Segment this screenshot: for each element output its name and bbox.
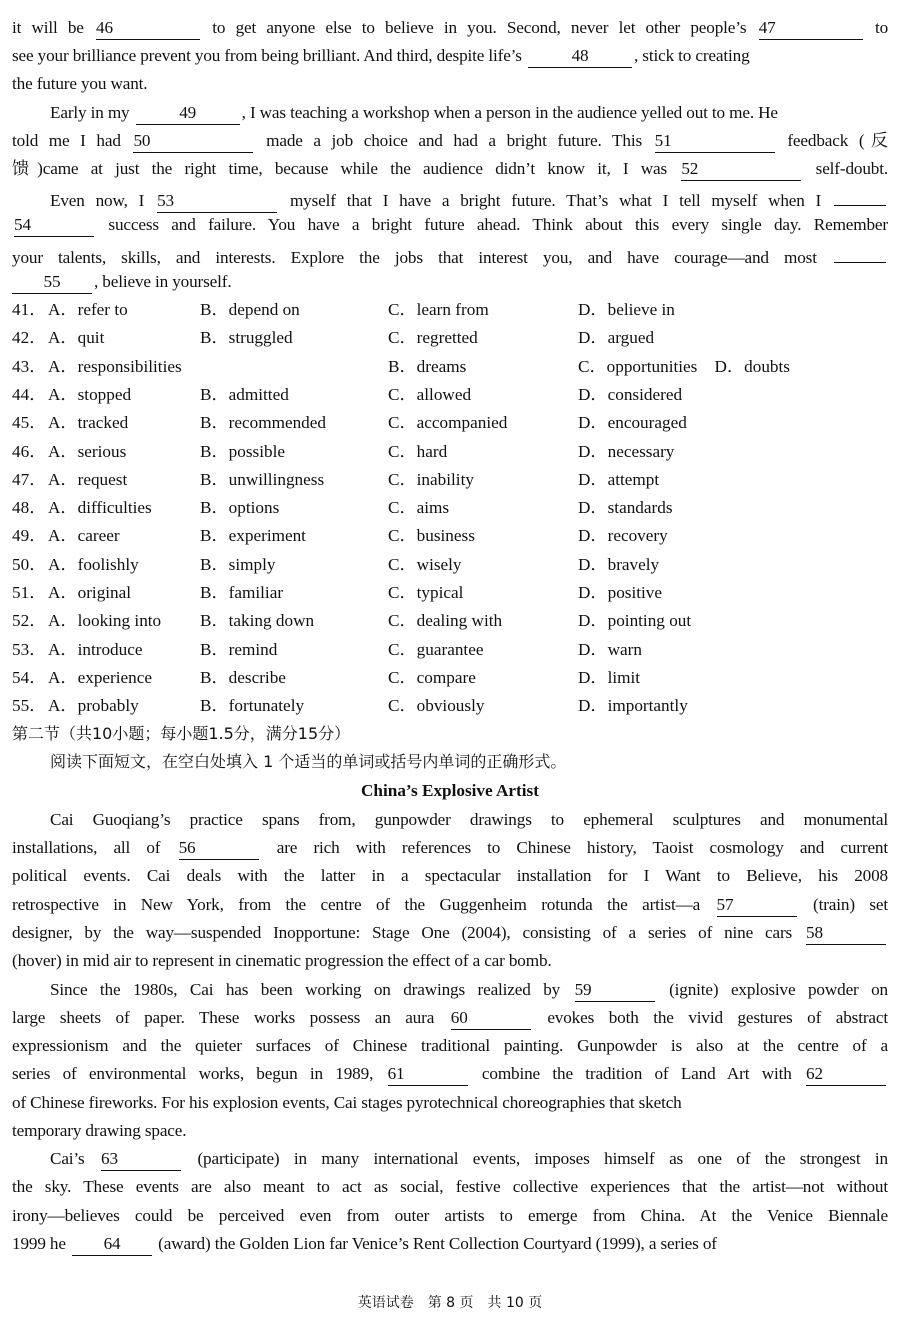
passage1-line-10: 55 , believe in yourself. <box>12 268 888 296</box>
option-d: D．argued <box>578 328 655 348</box>
option-b: B．describe <box>200 667 286 687</box>
question-number: 53． <box>12 639 47 659</box>
passage2-line-3: political events. Cai deals with the latter in a spectacular installation for I Want to Believe, his 2008 <box>12 866 888 885</box>
blank-46: 46 <box>96 17 200 40</box>
question-number: 46． <box>12 441 47 461</box>
option-a: A．career <box>48 526 120 546</box>
passage2-line-8: large sheets of paper. These works possess an aura 60 evokes both the vivid gestures of abstract <box>12 1004 888 1032</box>
option-a: A．original <box>48 583 132 602</box>
option-a: A．responsibilities <box>48 356 182 376</box>
passage2-line-4: retrospective in New York, from the centre of the Guggenheim rotunda the artist—a 57 (train) set <box>12 891 888 919</box>
option-a: A．introduce <box>48 639 143 659</box>
question-number: 45． <box>12 413 47 433</box>
question-row <box>12 579 892 607</box>
option-d: D．pointing out <box>578 611 692 631</box>
blank-58: 58 <box>806 922 886 945</box>
option-c: C．allowed <box>388 384 472 404</box>
question-row <box>12 607 892 635</box>
blank-51: 51 <box>655 130 775 153</box>
option-a: A．probably <box>48 696 139 716</box>
option-c: B．dreams <box>388 356 467 376</box>
option-b: B．remind <box>200 639 278 659</box>
passage1-line-7: Even now, I 53 myself that I have a bright future. That’s what I tell myself when I <box>12 183 888 211</box>
blank-53: 53 <box>157 190 277 213</box>
option-b: B．simply <box>200 554 276 574</box>
blank-52: 52 <box>681 158 801 181</box>
question-row <box>12 409 892 437</box>
blank-55: 55 <box>12 271 92 294</box>
option-a: A．refer to <box>48 300 128 319</box>
option-a: A．tracked <box>48 413 129 433</box>
option-c: C．learn from <box>388 300 489 319</box>
page-footer: 英语试卷 第 8 页 共 10 页 <box>357 1295 543 1311</box>
option-a: A．quit <box>48 328 105 348</box>
blank-54: 54 <box>14 214 94 237</box>
question-number: 47． <box>12 469 47 489</box>
option-a: A．difficulties <box>48 498 152 518</box>
question-row <box>12 636 892 664</box>
option-a: A．stopped <box>48 384 132 404</box>
passage1-line-5: told me I had 50 made a job choice and had a bright future. This 51 feedback (反 <box>12 127 888 155</box>
option-a: A．serious <box>48 441 127 461</box>
passage1-line-6: 馈)came at just the right time, because while the audience didn’t know it, I was 52 self-doubt. <box>12 155 888 183</box>
blank-62: 62 <box>806 1063 886 1086</box>
option-c: C．hard <box>388 441 448 461</box>
question-number: 44． <box>12 384 47 404</box>
option-d: D．considered <box>578 384 683 404</box>
option-b: B．unwillingness <box>200 469 325 489</box>
option-d: D．bravely <box>578 554 660 574</box>
blank-54-start <box>834 183 886 206</box>
question-row <box>12 664 892 692</box>
option-d: D．encouraged <box>578 413 687 433</box>
option-b: B．options <box>200 498 280 518</box>
option-b: B．recommended <box>200 413 327 433</box>
passage2-line-15: irony—believes could be perceived even from outer artists to emerge from China. At the Venice Biennale <box>12 1206 888 1225</box>
passage1-line-9: your talents, skills, and interests. Explore the jobs that interest you, and have courage—and most <box>12 240 888 268</box>
question-number: 55． <box>12 696 47 716</box>
option-a: A．experience <box>48 667 153 687</box>
passage2-line-7: Since the 1980s, Cai has been working on drawings realized by 59 (ignite) explosive powder on <box>12 976 888 1004</box>
option-d: C．opportunities D．doubts <box>578 356 790 376</box>
passage1-line-3: the future you want. <box>12 74 148 93</box>
question-row <box>12 438 892 466</box>
blank-47: 47 <box>759 17 863 40</box>
option-d: D．limit <box>578 667 641 687</box>
question-number: 54． <box>12 667 47 687</box>
option-c: C．aims <box>388 498 450 518</box>
option-d: D．recovery <box>578 526 668 546</box>
question-row <box>12 551 892 579</box>
option-c: C．regretted <box>388 328 478 348</box>
question-number: 50． <box>12 554 47 574</box>
question-row <box>12 494 892 522</box>
option-b: B．experiment <box>200 526 306 546</box>
blank-57: 57 <box>717 894 797 917</box>
option-b: B．familiar <box>200 583 284 602</box>
section2-heading: 第二节（共10小题；每小题1.5分，满分15分） <box>12 724 351 743</box>
question-row <box>12 466 892 494</box>
question-number: 42． <box>12 328 47 348</box>
option-a: A．foolishly <box>48 554 139 574</box>
blank-56: 56 <box>179 837 259 860</box>
option-d: D．standards <box>578 498 673 518</box>
blank-48: 48 <box>528 45 632 68</box>
blank-63: 63 <box>101 1148 181 1171</box>
passage2-line-2: installations, all of 56 are rich with references to Chinese history, Taoist cosmology and current <box>12 834 888 862</box>
question-number: 43． <box>12 356 47 376</box>
option-d: D．believe in <box>578 300 675 319</box>
option-d: D．positive <box>578 583 663 602</box>
option-b: B．taking down <box>200 611 315 631</box>
blank-55-start <box>834 240 886 263</box>
option-b: B．possible <box>200 441 285 461</box>
option-b: B．depend on <box>200 300 300 319</box>
question-row <box>12 353 892 381</box>
option-c: C．dealing with <box>388 611 503 631</box>
option-c: C．accompanied <box>388 413 508 433</box>
question-row <box>12 296 892 324</box>
passage2-line-10: series of environmental works, begun in 1989, 61 combine the tradition of Land Art with 62 <box>12 1060 888 1088</box>
option-b: B．fortunately <box>200 696 305 716</box>
question-number: 51． <box>12 583 47 602</box>
option-c: C．guarantee <box>388 639 484 659</box>
section2-instruction: 阅读下面短文，在空白处填入 1 个适当的单词或括号内单词的正确形式。 <box>50 752 567 771</box>
blank-64: 64 <box>72 1233 152 1256</box>
blank-50: 50 <box>133 130 253 153</box>
question-number: 48． <box>12 498 47 518</box>
option-c: C．business <box>388 526 475 546</box>
option-c: C．compare <box>388 667 476 687</box>
option-c: C．inability <box>388 469 474 489</box>
passage2-line-14: the sky. These events are also meant to act as social, festive collective experiences that the artist—not without <box>12 1177 888 1196</box>
passage2-line-9: expressionism and the quieter surfaces of Chinese traditional painting. Gunpowder is also at the centre of a <box>12 1036 888 1055</box>
option-d: D．necessary <box>578 441 675 461</box>
passage2-line-6: (hover) in mid air to represent in cinematic progression the effect of a car bomb. <box>12 951 552 970</box>
option-b: B．admitted <box>200 384 289 404</box>
blank-59: 59 <box>575 979 655 1002</box>
passage2-line-5: designer, by the way—suspended Inopportune: Stage One (2004), consisting of a series of nine cars 58 <box>12 919 888 947</box>
option-c: C．wisely <box>388 554 462 574</box>
passage1-line-8: 54 success and failure. You have a bright future ahead. Think about this every single day. Remember <box>12 211 888 239</box>
passage2-line-16: 1999 he 64 (award) the Golden Lion far Venice’s Rent Collection Courtyard (1999), a series of <box>12 1230 888 1258</box>
passage1-line-2: see your brilliance prevent you from being brilliant. And third, despite life’s 48 , stick to creating <box>12 42 888 70</box>
question-row <box>12 522 892 550</box>
passage2-line-1: Cai Guoqiang’s practice spans from, gunpowder drawings to ephemeral sculptures and monumental <box>50 810 888 829</box>
blank-60: 60 <box>451 1007 531 1030</box>
question-row <box>12 381 892 409</box>
question-row <box>12 692 892 720</box>
question-number: 49． <box>12 526 47 546</box>
blank-49: 49 <box>136 102 240 125</box>
passage2-line-12: temporary drawing space. <box>12 1121 187 1140</box>
passage2-title: China’s Explosive Artist <box>361 781 539 800</box>
question-number: 52． <box>12 611 47 631</box>
question-row <box>12 324 892 352</box>
option-c: C．obviously <box>388 696 485 716</box>
question-number: 41． <box>12 300 47 319</box>
passage2-line-13: Cai’s 63 (participate) in many international events, imposes himself as one of the strongest in <box>12 1145 888 1173</box>
option-d: D．warn <box>578 639 642 659</box>
blank-61: 61 <box>388 1063 468 1086</box>
option-a: A．request <box>48 469 128 489</box>
passage1-line-4: Early in my 49 , I was teaching a workshop when a person in the audience yelled out to me. He <box>12 99 888 127</box>
option-c: C．typical <box>388 583 464 602</box>
option-d: D．importantly <box>578 696 688 716</box>
passage2-line-11: of Chinese fireworks. For his explosion events, Cai stages pyrotechnical choreographies that sketch <box>12 1093 682 1112</box>
option-a: A．looking into <box>48 611 162 631</box>
option-b: B．struggled <box>200 328 293 348</box>
passage1-line-1: it will be 46 to get anyone else to believe in you. Second, never let other people’s 47 to <box>12 14 888 42</box>
option-d: D．attempt <box>578 469 660 489</box>
